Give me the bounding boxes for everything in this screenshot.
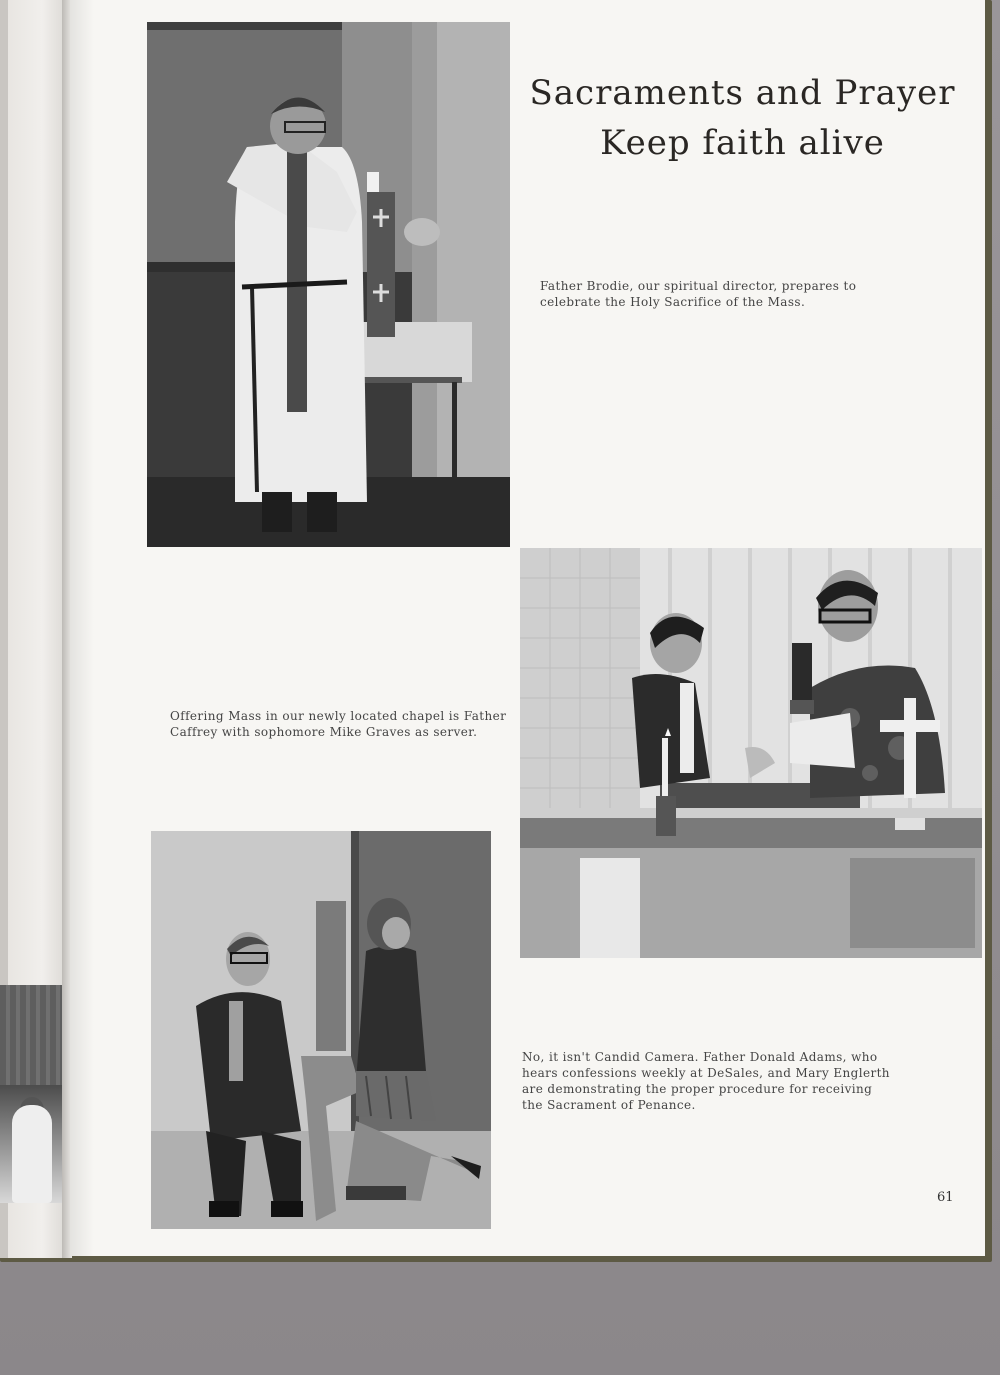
caption-father-brodie: Father Brodie, our spiritual director, prepares to celebrate the Holy Sacrifice of the Mass. [540,279,857,309]
caption-father-caffrey: Offering Mass in our newly located chapel is Father Caffrey with sophomore Mike Graves as server. [170,709,507,739]
photo-confession [151,831,491,1229]
photo-priest-vesting [147,22,510,547]
page-number: 61 [937,1190,954,1205]
headline-line-1: Sacraments and Prayer [529,73,956,113]
left-photo-figure [12,1105,52,1203]
caption-father-adams: No, it isn't Candid Camera. Father Donald Adams, who hears confessions weekly at DeSales, and Mary Englerth are demonstrating the proper procedure for receiving the Sacrament of Penance. [522,1050,890,1112]
photo-mass-chapel [520,548,982,958]
left-page-photo-fragment [0,985,62,1203]
left-photo-background [0,985,62,1085]
page-headline [520,68,965,168]
gutter-shadow [70,0,94,1256]
headline-line-2: Keep faith alive [600,123,885,163]
